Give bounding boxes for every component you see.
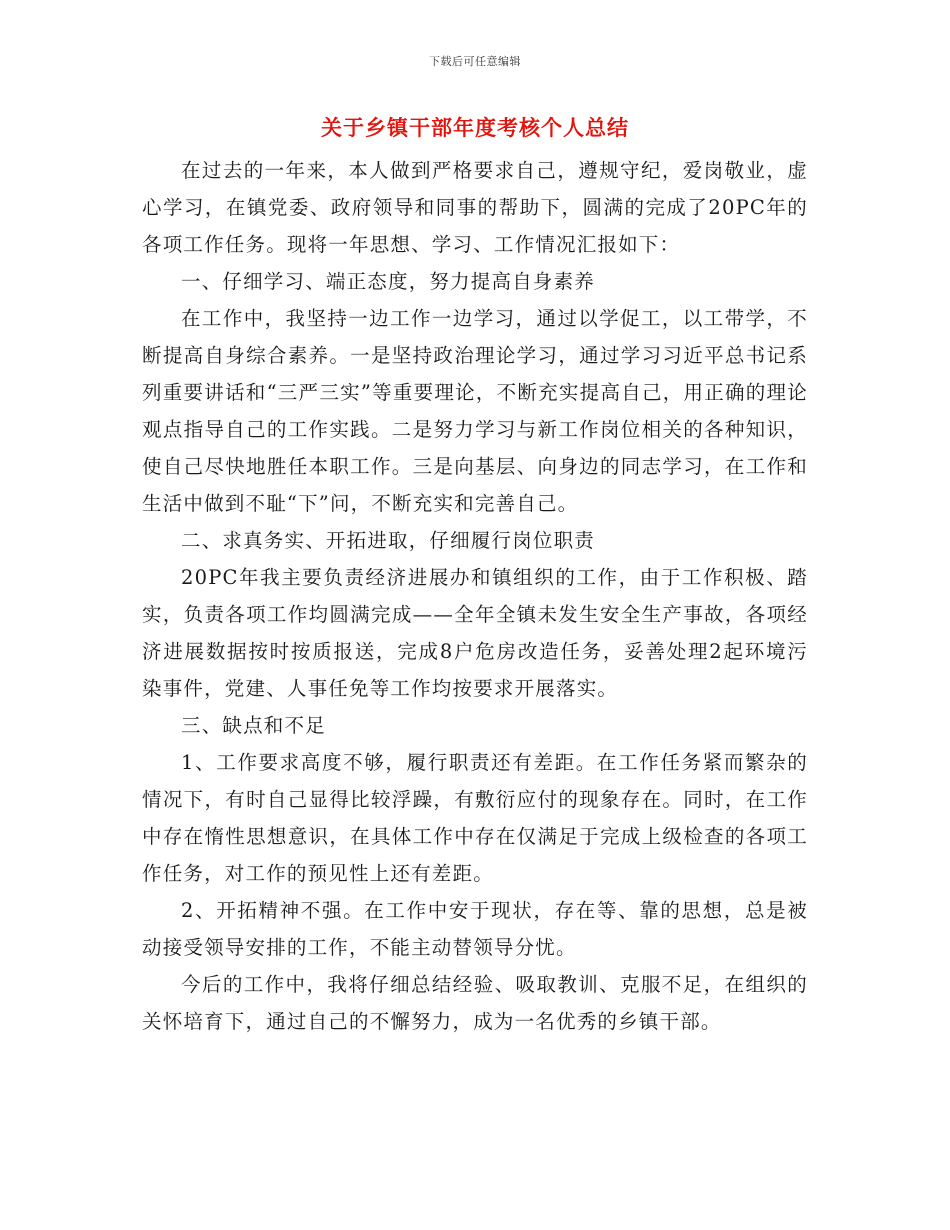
section-heading-3: 三、缺点和不足 (181, 714, 326, 737)
paragraph-conclusion: 今后的工作中，我将仔细总结经验、吸取教训、克服不足，在组织的关怀培育下，通过自己的不懈努力，成为一名优秀的乡镇干部。 (142, 973, 808, 1033)
document-body (142, 152, 808, 1040)
paragraph-shortcoming-2: 2、开拓精神不强。在工作中安于现状，存在等、靠的思想，总是被动接受领导安排的工作，不能主动替领导分忧。 (142, 899, 808, 959)
document-title: 关于乡镇干部年度考核个人总结 (321, 115, 629, 140)
header-note: 下载后可任意编辑 (429, 55, 521, 68)
section-heading-1: 一、仔细学习、端正态度，努力提高自身素养 (181, 270, 596, 293)
paragraph-study: 在工作中，我坚持一边工作一边学习，通过以学促工，以工带学，不断提高自身综合素养。一是坚持政治理论学习，通过学习习近平总书记系列重要讲话和“三严三实”等重要理论，不断充实提高自己，用正确的理论观点指导自己的工作实践。二是努力学习与新工作岗位相关的各种知识，使自己尽快地胜任本职工作。三是向基层、向身边的同志学习，在工作和生活中做到不耻“下”问，不断充实和完善自己。 (142, 307, 808, 515)
section-heading-2: 二、求真务实、开拓进取，仔细履行岗位职责 (181, 529, 596, 552)
paragraph-work: 20PC年我主要负责经济进展办和镇组织的工作，由于工作积极、踏实，负责各项工作均圆满完成——全年全镇未发生安全生产事故，各项经济进展数据按时按质报送，完成8户危房改造任务，妥善处理2起环境污染事件，党建、人事任免等工作均按要求开展落实。 (142, 566, 808, 700)
paragraph-intro: 在过去的一年来，本人做到严格要求自己，遵规守纪，爱岗敬业，虚心学习，在镇党委、政府领导和同事的帮助下，圆满的完成了20PC年的各项工作任务。现将一年思想、学习、工作情况汇报如下： (142, 159, 808, 256)
paragraph-shortcoming-1: 1、工作要求高度不够，履行职责还有差距。在工作任务紧而繁杂的情况下，有时自己显得比较浮躁，有敷衍应付的现象存在。同时，在工作中存在惰性思想意识，在具体工作中存在仅满足于完成上级检查的各项工作任务，对工作的预见性上还有差距。 (142, 751, 808, 885)
